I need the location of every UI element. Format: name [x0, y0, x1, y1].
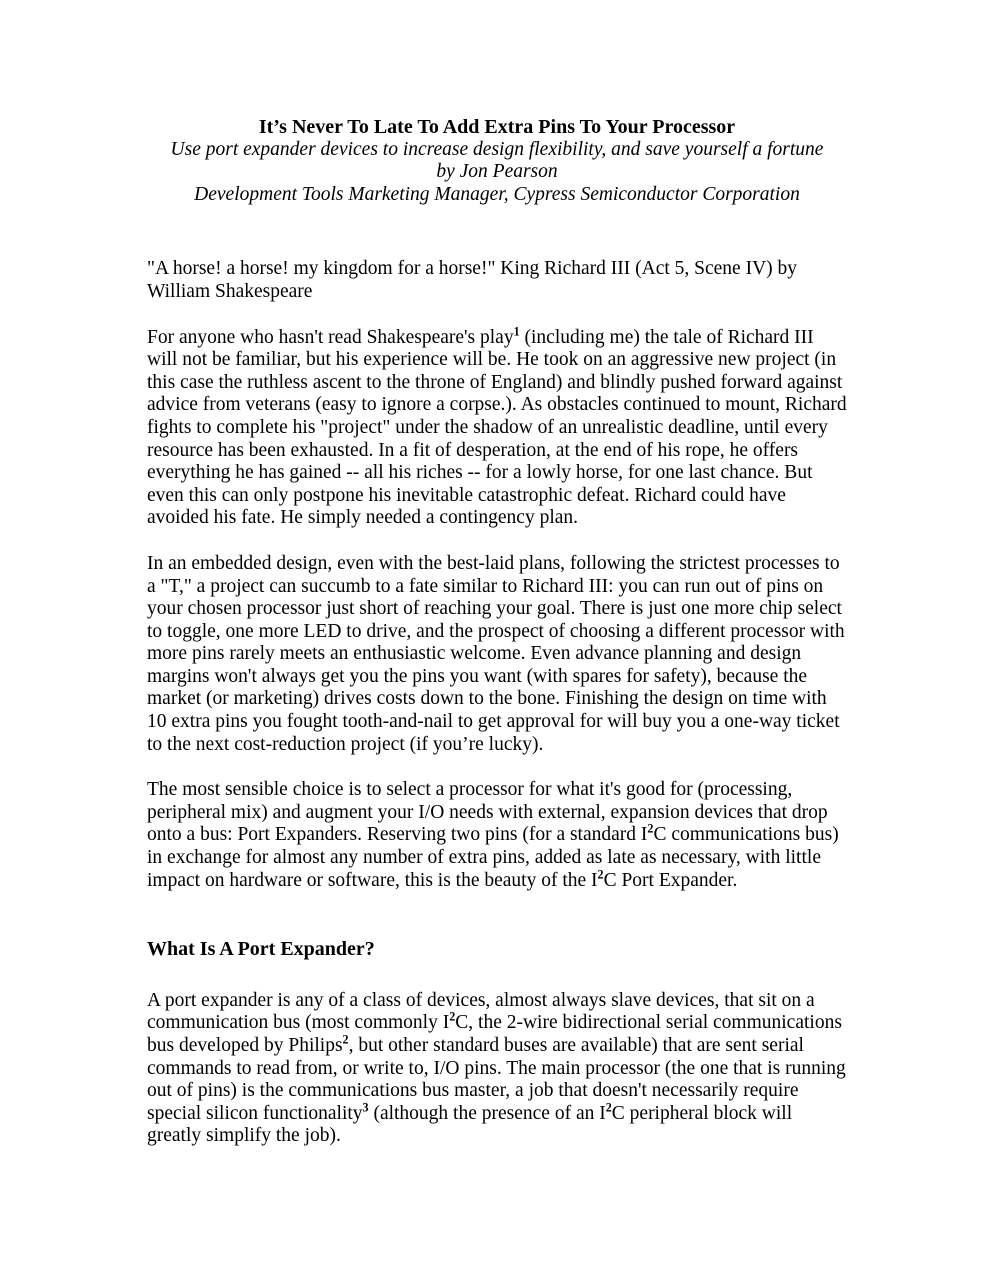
document-title: It’s Never To Late To Add Extra Pins To Your Processor [258, 116, 736, 138]
paragraph [147, 324, 847, 530]
text-run: C peripheral block will greatly simplify the job). [147, 1102, 793, 1147]
document-affiliation: Development Tools Marketing Manager, Cypress Semiconductor Corporation [194, 183, 800, 205]
text-run: C, the 2-wire bidirectional serial communications bus developed by Philips [147, 1012, 842, 1056]
text-run: , but other standard buses are available) that are sent serial commands to read from, or write to, I/O pins. The main processor (the one that is running out of pins) is the communications bus master, a job that doesn't necessarily require special silicon functionality [147, 1035, 846, 1124]
document-subtitle: Use port expander devices to increase design flexibility, and save yourself a fortune [170, 138, 824, 160]
footnote-ref: 1 [513, 324, 520, 339]
text-run: For anyone who hasn't read Shakespeare's play [147, 326, 514, 348]
text-run: In an embedded design, even with the best-laid plans, following the strictest processes to a "T," a project can succumb to a fate similar to Richard III: you can run out of pins on your chosen processor just short of reaching your goal. There is just one more chip select to toggle, one more LED to drive, and the prospect of choosing a different processor with more pins rarely meets an enthusiastic welcome. Even advance planning and design margins won't always get you the pins you want (with spares for safety), because the market (or marketing) drives costs down to the bone. Finishing the design on time with 10 extra pins you fought tooth-and-nail to get approval for will buy you a one-way ticket to the next cost-reduction project (if you’re lucky). [147, 552, 845, 755]
footnote-ref: 2 [647, 821, 654, 836]
text-run: A port expander is any of a class of devices, almost always slave devices, that sit on a communication bus (most commonly I [147, 989, 815, 1034]
paragraph [147, 779, 847, 892]
document-body [147, 258, 847, 1148]
footnote-ref: 2 [342, 1032, 349, 1047]
footnote-ref: 2 [449, 1009, 456, 1024]
footnote-ref: 2 [605, 1100, 612, 1115]
footnote-ref: 3 [362, 1100, 369, 1115]
document-byline: by Jon Pearson [436, 161, 558, 183]
text-run: "A horse! a horse! my kingdom for a horse!" King Richard III (Act 5, Scene IV) by William Shakespeare [147, 258, 798, 302]
paragraph [147, 553, 847, 756]
text-run: (although the presence of an I [368, 1102, 606, 1124]
section-heading: What Is A Port Expander? [147, 938, 375, 961]
footnote-ref: 2 [597, 867, 604, 882]
text-run: C communications bus) in exchange for almost any number of extra pins, added as late as necessary, with little impact on hardware or software, this is the beauty of the I [147, 824, 839, 891]
text-run: (including me) the tale of Richard III will not be familiar, but his experience will be. He took on an aggressive new project (in this case the ruthless ascent to the throne of England) and blindly pushed forward against advice from veterans (easy to ignore a corpse.). As obstacles continued to mount, Richard fights to complete his "project" under the shadow of an unrealistic deadline, until every resource has been exhausted. In a fit of desperation, at the end of his rope, he offers everything he has gained -- all his riches -- for a lowly horse, for one last chance. But even this can only postpone his inevitable catastrophic defeat. Richard could have avoided his fate. He simply needed a contingency plan. [147, 326, 847, 529]
paragraph [147, 990, 847, 1148]
paragraph [147, 258, 847, 303]
text-run: C Port Expander. [603, 869, 738, 891]
text-run: The most sensible choice is to select a processor for what it's good for (processing, peripheral mix) and augment your I/O needs with external, expansion devices that drop onto a bus: Port Expanders. Reserving two pins (for a standard I [147, 779, 828, 846]
document-header [147, 116, 847, 206]
